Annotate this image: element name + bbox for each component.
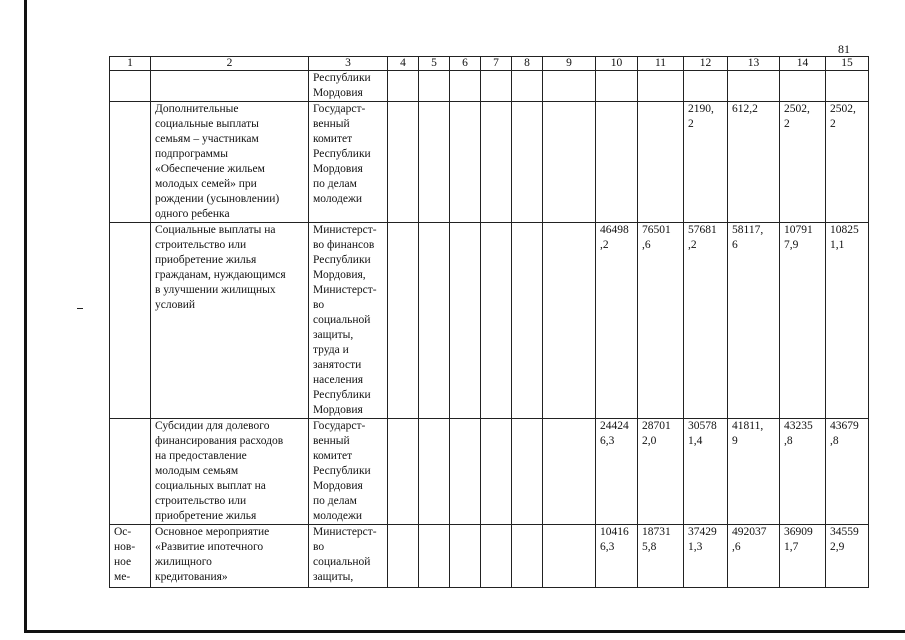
header-cell: 10 xyxy=(596,57,638,71)
value-cell: 57681 ,2 xyxy=(684,223,728,419)
measure-name-cell: Дополнительные социальные выплаты семьям – участникам подпрограммы «Обеспечение жильем молодых семей» при рождении (усыновлении) одного ребенка xyxy=(151,102,309,223)
value-cell: 43235 ,8 xyxy=(780,419,826,525)
header-cell: 6 xyxy=(450,57,481,71)
header-cell: 8 xyxy=(512,57,543,71)
row-number-cell xyxy=(110,419,151,525)
header-cell: 4 xyxy=(388,57,419,71)
value-cell: 43679 ,8 xyxy=(826,419,869,525)
measure-name-cell: Основное мероприятие «Развитие ипотечного жилищного кредитования» xyxy=(151,525,309,588)
value-cell xyxy=(684,71,728,102)
value-cell: 37429 1,3 xyxy=(684,525,728,588)
header-cell: 3 xyxy=(309,57,388,71)
value-cell: 58117, 6 xyxy=(728,223,780,419)
value-cell: 10791 7,9 xyxy=(780,223,826,419)
header-cell: 12 xyxy=(684,57,728,71)
table-header-row xyxy=(110,57,869,71)
header-cell: 9 xyxy=(543,57,596,71)
value-cell: 612,2 xyxy=(728,102,780,223)
value-cell: 24424 6,3 xyxy=(596,419,638,525)
executor-cell: Государст- венный комитет Республики Мордовия по делам молодежи xyxy=(309,419,388,525)
executor-cell: Республики Мордовия xyxy=(309,71,388,102)
row-number-cell xyxy=(110,223,151,419)
value-cell: 34559 2,9 xyxy=(826,525,869,588)
value-cell: 2502, 2 xyxy=(826,102,869,223)
value-cell: 2502, 2 xyxy=(780,102,826,223)
table-row xyxy=(110,419,869,525)
header-cell: 14 xyxy=(780,57,826,71)
table-row xyxy=(110,102,869,223)
measure-name-cell: Социальные выплаты на строительство или приобретение жилья гражданам, нуждающимся в улучшении жилищных условий xyxy=(151,223,309,419)
table-row xyxy=(110,525,869,588)
header-cell: 15 xyxy=(826,57,869,71)
row-number-cell xyxy=(110,71,151,102)
value-cell: 2190, 2 xyxy=(684,102,728,223)
header-cell: 13 xyxy=(728,57,780,71)
row-number-cell xyxy=(110,102,151,223)
header-cell: 11 xyxy=(638,57,684,71)
value-cell xyxy=(780,71,826,102)
page-number: 81 xyxy=(838,42,850,56)
scan-mark xyxy=(77,308,83,309)
value-cell: 492037 ,6 xyxy=(728,525,780,588)
executor-cell: Министерст- во социальной защиты, xyxy=(309,525,388,588)
executor-cell: Государст- венный комитет Республики Мордовия по делам молодежи xyxy=(309,102,388,223)
value-cell: 18731 5,8 xyxy=(638,525,684,588)
budget-table xyxy=(109,56,869,588)
value-cell xyxy=(638,102,684,223)
table-row xyxy=(110,71,869,102)
value-cell: 41811, 9 xyxy=(728,419,780,525)
value-cell: 46498 ,2 xyxy=(596,223,638,419)
page-left-border xyxy=(24,0,27,633)
value-cell xyxy=(596,71,638,102)
header-cell: 1 xyxy=(110,57,151,71)
measure-name-cell xyxy=(151,71,309,102)
value-cell: 30578 1,4 xyxy=(684,419,728,525)
measure-name-cell: Субсидии для долевого финансирования расходов на предоставление молодым семьям социальных выплат на строительство или приобретение жилья xyxy=(151,419,309,525)
executor-cell: Министерст- во финансов Республики Мордовия, Министерст- во социальной защиты, труда и занятости населения Республики Мордовия xyxy=(309,223,388,419)
value-cell xyxy=(826,71,869,102)
header-cell: 7 xyxy=(481,57,512,71)
value-cell: 36909 1,7 xyxy=(780,525,826,588)
header-cell: 5 xyxy=(419,57,450,71)
value-cell xyxy=(596,102,638,223)
row-number-cell: Ос- нов- ное ме- xyxy=(110,525,151,588)
value-cell xyxy=(728,71,780,102)
page-bottom-border xyxy=(24,630,905,633)
value-cell: 10825 1,1 xyxy=(826,223,869,419)
table-row xyxy=(110,223,869,419)
header-cell: 2 xyxy=(151,57,309,71)
value-cell: 76501 ,6 xyxy=(638,223,684,419)
value-cell: 10416 6,3 xyxy=(596,525,638,588)
value-cell: 28701 2,0 xyxy=(638,419,684,525)
value-cell xyxy=(638,71,684,102)
